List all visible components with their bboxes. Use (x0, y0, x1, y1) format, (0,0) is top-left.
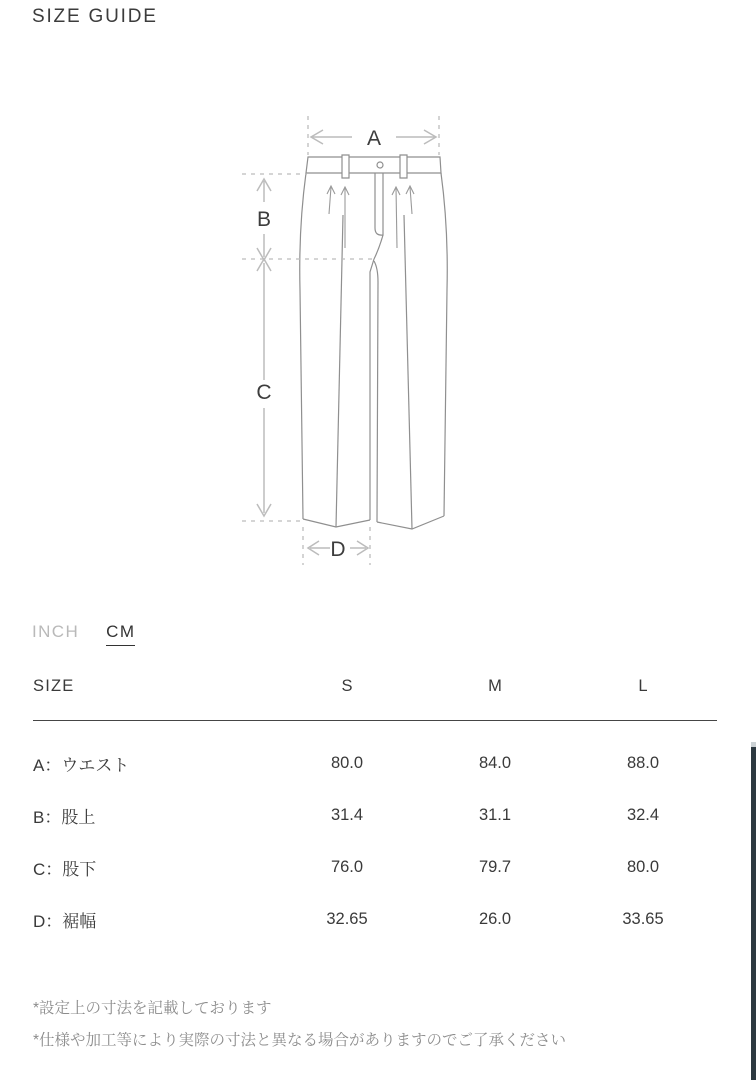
pants-diagram (0, 95, 756, 573)
unit-option-cm[interactable]: CM (106, 622, 135, 646)
pleat-arrow-right-inner (396, 187, 397, 248)
table-row-rise (33, 789, 717, 841)
size-table-body (33, 721, 717, 945)
pants-right-leg-outline (441, 173, 447, 516)
pleat-arrow-left-outer (329, 187, 331, 214)
size-table (33, 676, 717, 945)
row-label: D：裾幅 (33, 911, 97, 931)
footnotes (33, 993, 566, 1057)
pants-right-inseam (374, 261, 378, 522)
pants-left-inseam (370, 259, 374, 520)
row-label: A：ウエスト (33, 755, 130, 775)
footnote-line: *仕様や加工等により実際の寸法と異なる場合がありますのでご了承ください (33, 1032, 567, 1049)
pants-fly (375, 173, 383, 235)
pants-left-leg-outline (300, 173, 306, 519)
pants-right-hem (377, 516, 444, 529)
table-row-waist (33, 737, 717, 789)
cell-value: 84.0 (478, 753, 512, 772)
size-table-header (33, 676, 717, 721)
pleat-arrow-right-outer (410, 187, 412, 214)
cell-value: 32.4 (626, 805, 660, 824)
cell-value: 80.0 (626, 857, 660, 876)
pants-diagram-svg (0, 95, 756, 573)
footnote-line: *設定上の寸法を記載しております (33, 1000, 272, 1017)
measure-label-a: A (366, 127, 382, 150)
table-row-hem-width (33, 893, 717, 945)
measure-label-b: B (256, 208, 272, 231)
cell-value: 88.0 (626, 753, 660, 772)
belt-loop-right (400, 155, 407, 178)
measure-label-d: D (330, 538, 346, 561)
pants-crotch-seam (374, 235, 383, 259)
cell-value: 79.7 (478, 857, 512, 876)
row-label: C：股下 (33, 859, 97, 879)
column-header-l: L (638, 677, 648, 695)
measure-label-c: C (256, 381, 272, 404)
size-header-label: SIZE (33, 677, 75, 695)
scrollbar-track (751, 742, 756, 1080)
cell-value: 76.0 (330, 857, 364, 876)
pants-waistband (306, 157, 441, 173)
cell-value: 33.65 (622, 909, 664, 928)
cell-value: 31.1 (478, 805, 512, 824)
row-label: B：股上 (33, 807, 96, 827)
table-row-inseam (33, 841, 717, 893)
column-header-m: M (488, 677, 502, 695)
page-title: SIZE GUIDE (32, 6, 158, 27)
cell-value: 80.0 (330, 753, 364, 772)
unit-option-inch[interactable]: INCH (32, 622, 80, 641)
cell-value: 31.4 (330, 805, 364, 824)
scrollbar-thumb[interactable] (751, 747, 756, 1080)
cell-value: 32.65 (326, 909, 368, 928)
pants-right-crease (404, 215, 412, 529)
unit-toggle (32, 622, 135, 646)
pants-left-crease (336, 215, 343, 527)
cell-value: 26.0 (478, 909, 512, 928)
belt-loop-left (342, 155, 349, 178)
column-header-s: S (341, 677, 353, 695)
